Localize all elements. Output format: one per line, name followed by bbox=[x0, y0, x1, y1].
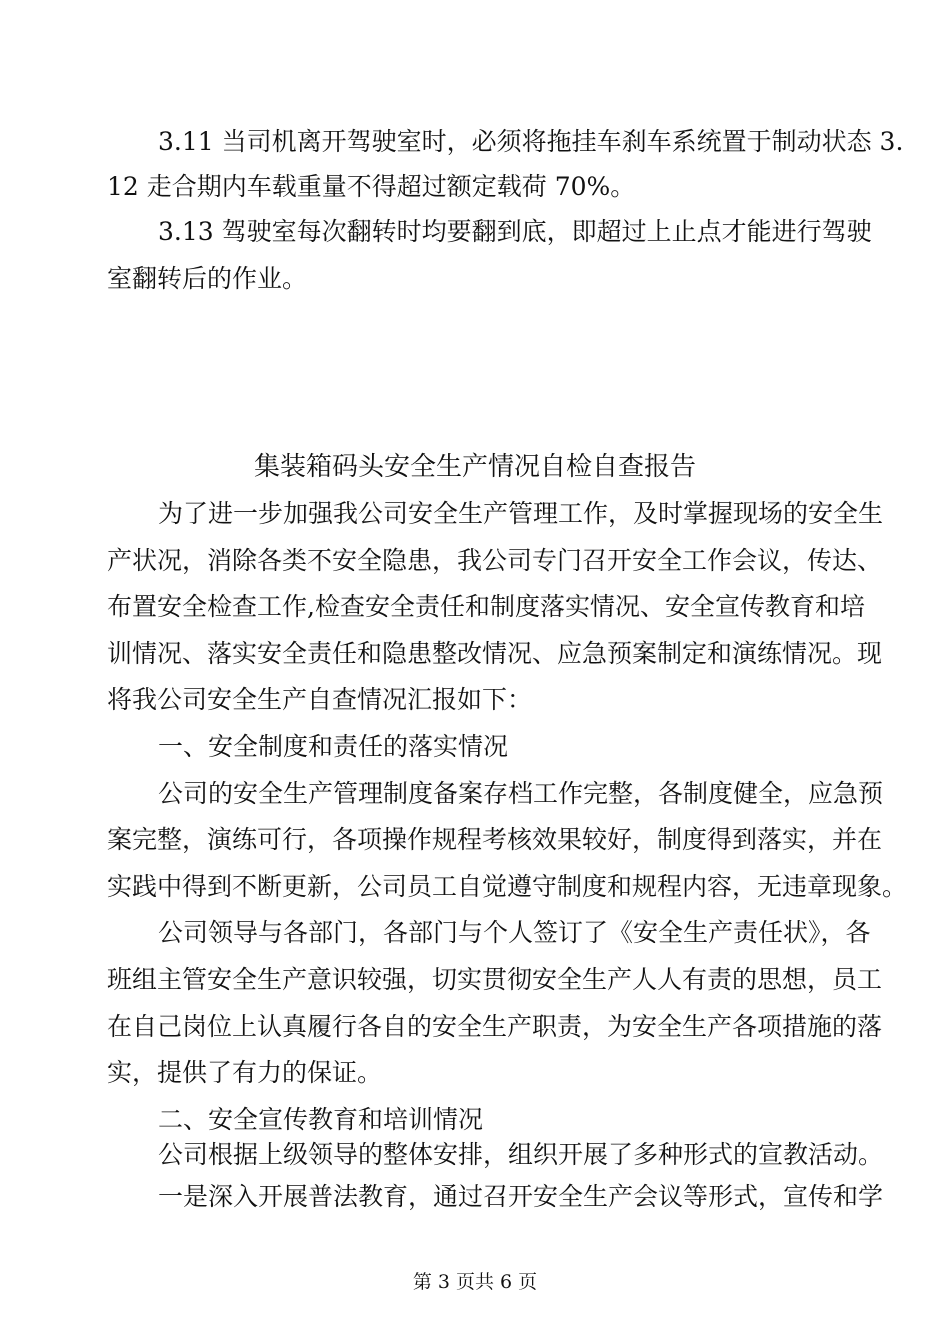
text-line: 实践中得到不断更新，公司员工自觉遵守制度和规程内容，无违章现象。 bbox=[107, 872, 908, 901]
text-line: 3.11 当司机离开驾驶室时，必须将拖挂车刹车系统置于制动状态 3. bbox=[158, 127, 904, 156]
text-line: 将我公司安全生产自查情况汇报如下： bbox=[107, 685, 533, 714]
text-line: 布置安全检查工作,检查安全责任和制度落实情况、安全宣传教育和培 bbox=[107, 592, 865, 621]
text-line: 12 走合期内车载重量不得超过额定载荷 70%。 bbox=[107, 172, 636, 201]
text-line: 为了进一步加强我公司安全生产管理工作，及时掌握现场的安全生 bbox=[158, 499, 884, 528]
text-line: 室翻转后的作业。 bbox=[107, 264, 308, 293]
text-line: 实，提供了有力的保证。 bbox=[107, 1058, 383, 1087]
text-line: 案完整，演练可行，各项操作规程考核效果较好，制度得到落实，并在 bbox=[107, 825, 883, 854]
text-line: 3.13 驾驶室每次翻转时均要翻到底，即超过上止点才能进行驾驶 bbox=[158, 217, 872, 246]
section-heading: 二、安全宣传教育和培训情况 bbox=[158, 1105, 484, 1134]
text-line: 产状况，消除各类不安全隐患，我公司专门召开安全工作会议，传达、 bbox=[107, 546, 883, 575]
text-line: 在自己岗位上认真履行各自的安全生产职责，为安全生产各项措施的落 bbox=[107, 1012, 883, 1041]
text-line: 公司的安全生产管理制度备案存档工作完整，各制度健全，应急预 bbox=[158, 779, 884, 808]
text-line: 班组主管安全生产意识较强，切实贯彻安全生产人人有责的思想，员工 bbox=[107, 965, 883, 994]
text-line: 一是深入开展普法教育，通过召开安全生产会议等形式，宣传和学 bbox=[158, 1182, 884, 1211]
text-line: 公司领导与各部门，各部门与个人签订了《安全生产责任状》，各 bbox=[158, 918, 871, 947]
section-heading: 一、安全制度和责任的落实情况 bbox=[158, 732, 509, 761]
text-line: 训情况、落实安全责任和隐患整改情况、应急预案制定和演练情况。现 bbox=[107, 639, 883, 668]
text-line: 公司根据上级领导的整体安排，组织开展了多种形式的宣教活动。 bbox=[158, 1140, 884, 1169]
page-number: 第 3 页共 6 页 bbox=[412, 1271, 538, 1293]
document-title: 集装箱码头安全生产情况自检自查报告 bbox=[253, 452, 696, 482]
